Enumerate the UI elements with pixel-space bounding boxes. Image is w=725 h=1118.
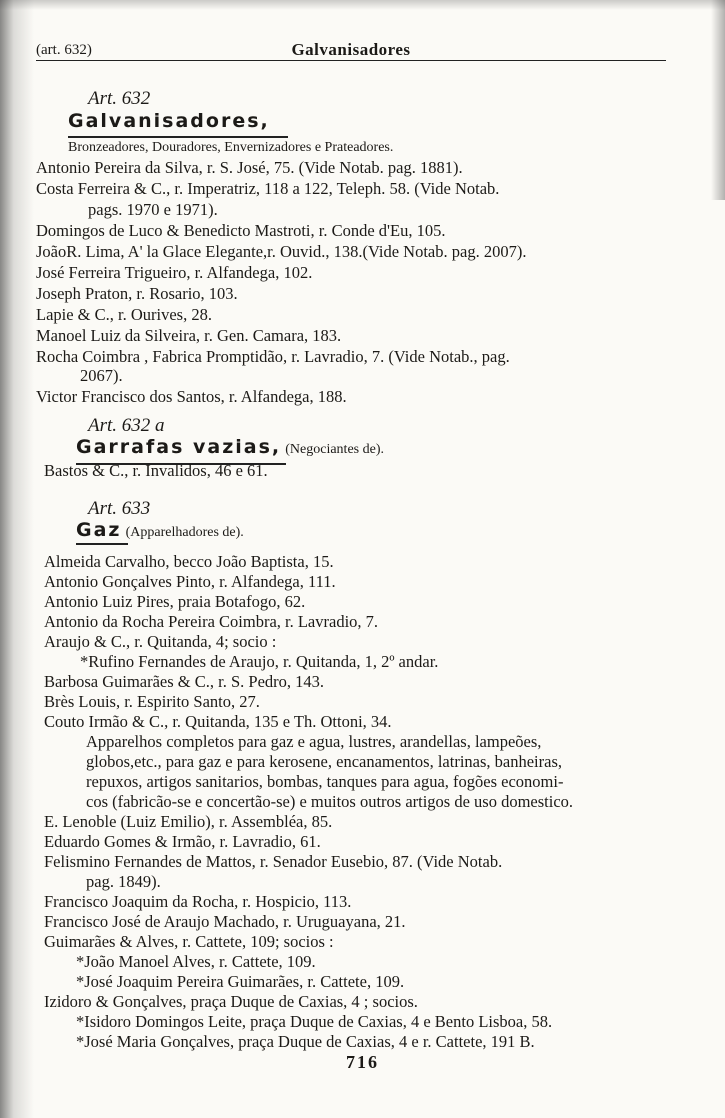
header-title: Galvanisadores [291,40,411,59]
list-item: Antonio da Rocha Pereira Coimbra, r. Lavradio, 7. [44,612,379,631]
list-item: pags. 1970 e 1971). [88,200,218,219]
list-item: *Rufino Fernandes de Araujo, r. Quitanda, 1, 2º andar. [80,652,439,671]
list-item: Francisco José de Araujo Machado, r. Uruguayana, 21. [44,912,406,931]
list-item: Araujo & C., r. Quitanda, 4; socio : [44,632,277,651]
page-edge-shadow-top [0,0,725,10]
list-item: José Ferreira Trigueiro, r. Alfandega, 102. [36,263,313,282]
list-item: Manoel Luiz da Silveira, r. Gen. Camara, 183. [36,326,342,345]
list-item: Couto Irmão & C., r. Quitanda, 135 e Th. Ottoni, 34. [44,712,392,731]
list-item: Victor Francisco dos Santos, r. Alfandega, 188. [36,387,347,406]
list-item: JoãoR. Lima, A' la Glace Elegante,r. Ouvid., 138.(Vide Notab. pag. 2007). [36,242,527,261]
list-item: Lapie & C., r. Ourives, 28. [36,305,212,324]
list-item: Guimarães & Alves, r. Cattete, 109; socios : [44,932,334,951]
heading-underline [68,136,288,138]
header-article-ref: (art. 632) [36,42,92,58]
list-item: Rocha Coimbra , Fabrica Promptidão, r. Lavradio, 7. (Vide Notab., pag. [36,347,510,366]
list-item-description: Apparelhos completos para gaz e agua, lustres, arandellas, lampeões, [86,732,542,751]
heading-underline [76,543,128,545]
page-edge-shadow-right [711,0,725,200]
list-item: Brès Louis, r. Espirito Santo, 27. [44,692,260,711]
section-subheading: Bronzeadores, Douradores, Envernizadores e Prateadores. [68,140,394,155]
header-rule [36,60,666,61]
list-item: Bastos & C., r. Invalidos, 46 e 61. [44,461,268,480]
section-subheading: (Negociantes de). [285,442,384,457]
list-item: *José Maria Gonçalves, praça Duque de Caxias, 4 e r. Cattete, 191 B. [76,1032,535,1051]
article-number: Art. 632 [88,88,151,109]
list-item: *João Manoel Alves, r. Cattete, 109. [76,952,316,971]
list-item: Antonio Pereira da Silva, r. S. José, 75. (Vide Notab. pag. 1881). [36,158,463,177]
list-item: 2067). [80,366,123,385]
section-heading-line [76,437,384,460]
list-item-description: repuxos, artigos sanitarios, bombas, tanques para agua, fogões economi- [86,772,564,791]
section-subheading: (Apparelhadores de). [125,525,244,540]
list-item: *Isidoro Domingos Leite, praça Duque de Caxias, 4 e Bento Lisboa, 58. [76,1012,553,1031]
list-item-description: globos,etc., para gaz e para kerosene, encanamentos, latrinas, banheiras, [86,752,562,771]
section-heading: Garrafas vazias, [76,436,282,458]
page-edge-shadow-left [0,0,34,1118]
section-heading: Gaz [76,519,122,541]
list-item: Izidoro & Gonçalves, praça Duque de Caxias, 4 ; socios. [44,992,418,1011]
list-item: Barbosa Guimarães & C., r. S. Pedro, 143. [44,672,325,691]
section-heading-line [76,520,244,543]
list-item: Felismino Fernandes de Mattos, r. Senador Eusebio, 87. (Vide Notab. [44,852,503,871]
list-item: Domingos de Luco & Benedicto Mastroti, r. Conde d'Eu, 105. [36,221,446,240]
page-number: 716 [346,1052,379,1072]
list-item: Eduardo Gomes & Irmão, r. Lavradio, 61. [44,832,321,851]
section-heading: Galvanisadores, [68,110,270,132]
list-item: Almeida Carvalho, becco João Baptista, 15. [44,552,334,571]
list-item: Antonio Luiz Pires, praia Botafogo, 62. [44,592,306,611]
list-item: Antonio Gonçalves Pinto, r. Alfandega, 111. [44,572,336,591]
list-item: pag. 1849). [86,872,161,891]
list-item: Francisco Joaquim da Rocha, r. Hospicio, 113. [44,892,352,911]
list-item: Costa Ferreira & C., r. Imperatriz, 118 a 122, Teleph. 58. (Vide Notab. [36,179,500,198]
article-number: Art. 632 a [88,415,165,436]
article-number: Art. 633 [88,498,151,519]
list-item-description: cos (fabricão-se e concertão-se) e muitos outros artigos de uso domestico. [86,792,574,811]
list-item: E. Lenoble (Luiz Emilio), r. Assembléa, 85. [44,812,333,831]
list-item: Joseph Praton, r. Rosario, 103. [36,284,238,303]
list-item: *José Joaquim Pereira Guimarães, r. Cattete, 109. [76,972,405,991]
